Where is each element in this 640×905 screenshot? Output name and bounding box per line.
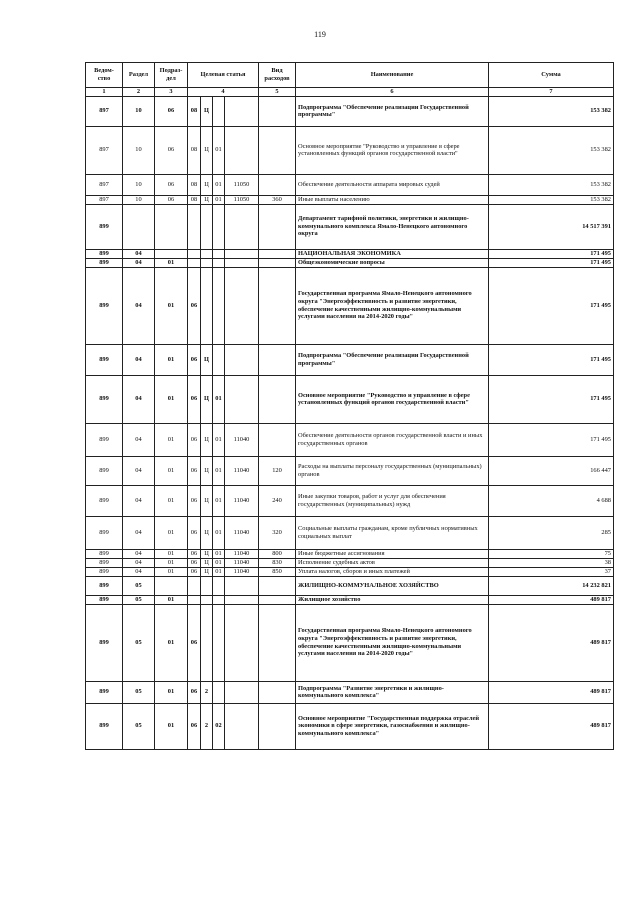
cell-celevaya-subprogram: Ц [201, 375, 213, 423]
table-row [86, 249, 614, 258]
cell-razdel: 04 [123, 258, 155, 267]
column-number: 3 [155, 88, 188, 97]
cell-celevaya-code: 11040 [225, 485, 259, 516]
cell-vid-rashodov [259, 96, 296, 126]
cell-podrazdel: 01 [155, 267, 188, 344]
cell-celevaya-subprogram: Ц [201, 195, 213, 204]
cell-celevaya-code: 11040 [225, 516, 259, 549]
cell-podrazdel: 01 [155, 558, 188, 567]
cell-razdel: 04 [123, 344, 155, 375]
cell-podrazdel: 01 [155, 567, 188, 576]
cell-naimenovanie: Подпрограмма "Развитие энергетики и жилищно-коммунального комплекса" [296, 681, 489, 703]
cell-vid-rashodov [259, 204, 296, 249]
cell-celevaya-code [225, 703, 259, 749]
cell-vedomstvo: 899 [86, 703, 123, 749]
table-row [86, 595, 614, 604]
cell-celevaya-event [213, 204, 225, 249]
table-row [86, 344, 614, 375]
cell-celevaya-event: 01 [213, 516, 225, 549]
cell-razdel: 04 [123, 558, 155, 567]
column-number: 7 [489, 88, 614, 97]
cell-summa: 489 817 [489, 604, 614, 681]
cell-podrazdel: 01 [155, 423, 188, 456]
cell-celevaya-program: 06 [188, 485, 201, 516]
cell-naimenovanie: Иные бюджетные ассигнования [296, 549, 489, 558]
cell-razdel: 04 [123, 567, 155, 576]
cell-podrazdel [155, 204, 188, 249]
cell-summa: 153 382 [489, 174, 614, 195]
cell-razdel [123, 204, 155, 249]
cell-vedomstvo: 899 [86, 375, 123, 423]
header-celevaya-statya: Целевая статья [188, 63, 259, 88]
cell-celevaya-code [225, 576, 259, 595]
cell-celevaya-program: 06 [188, 558, 201, 567]
cell-celevaya-subprogram: Ц [201, 549, 213, 558]
cell-vedomstvo: 899 [86, 595, 123, 604]
table-row [86, 549, 614, 558]
cell-vedomstvo: 899 [86, 267, 123, 344]
cell-vedomstvo: 899 [86, 485, 123, 516]
cell-summa: 285 [489, 516, 614, 549]
cell-celevaya-program: 06 [188, 344, 201, 375]
cell-celevaya-event [213, 96, 225, 126]
table-row [86, 258, 614, 267]
cell-naimenovanie: Основное мероприятие "Государственная поддержка отраслей экономики в сфере энергетики, газоснабжения и жилищно-коммунального комплекса" [296, 703, 489, 749]
cell-vid-rashodov: 120 [259, 456, 296, 485]
cell-celevaya-program: 08 [188, 96, 201, 126]
cell-celevaya-code: 11040 [225, 423, 259, 456]
table-row [86, 485, 614, 516]
cell-summa: 153 382 [489, 96, 614, 126]
cell-vedomstvo: 899 [86, 681, 123, 703]
cell-celevaya-program: 06 [188, 681, 201, 703]
cell-celevaya-event [213, 576, 225, 595]
cell-vedomstvo: 899 [86, 456, 123, 485]
cell-celevaya-event: 01 [213, 567, 225, 576]
cell-celevaya-subprogram: Ц [201, 485, 213, 516]
cell-vid-rashodov [259, 344, 296, 375]
cell-celevaya-subprogram: Ц [201, 423, 213, 456]
cell-vedomstvo: 897 [86, 96, 123, 126]
cell-vedomstvo: 897 [86, 195, 123, 204]
cell-naimenovanie: НАЦИОНАЛЬНАЯ ЭКОНОМИКА [296, 249, 489, 258]
cell-celevaya-subprogram [201, 249, 213, 258]
cell-vid-rashodov: 360 [259, 195, 296, 204]
cell-celevaya-program: 06 [188, 456, 201, 485]
cell-celevaya-code [225, 604, 259, 681]
column-number: 1 [86, 88, 123, 97]
cell-vedomstvo: 897 [86, 126, 123, 174]
cell-celevaya-event: 01 [213, 485, 225, 516]
cell-celevaya-program: 06 [188, 567, 201, 576]
cell-razdel: 05 [123, 604, 155, 681]
cell-celevaya-subprogram: Ц [201, 456, 213, 485]
cell-vid-rashodov [259, 576, 296, 595]
cell-celevaya-program [188, 204, 201, 249]
header-vedomstvo: Ведом-ство [86, 63, 123, 88]
cell-vedomstvo: 899 [86, 249, 123, 258]
cell-summa: 171 495 [489, 249, 614, 258]
cell-celevaya-program: 06 [188, 267, 201, 344]
cell-vid-rashodov [259, 604, 296, 681]
cell-celevaya-subprogram: 2 [201, 703, 213, 749]
cell-celevaya-code [225, 204, 259, 249]
cell-celevaya-subprogram: Ц [201, 516, 213, 549]
cell-celevaya-event: 01 [213, 549, 225, 558]
table-row [86, 96, 614, 126]
cell-podrazdel: 01 [155, 681, 188, 703]
cell-celevaya-subprogram [201, 267, 213, 344]
cell-celevaya-subprogram [201, 258, 213, 267]
header-summa: Сумма [489, 63, 614, 88]
cell-celevaya-code [225, 249, 259, 258]
cell-summa: 171 495 [489, 375, 614, 423]
cell-summa: 171 495 [489, 258, 614, 267]
cell-celevaya-subprogram [201, 604, 213, 681]
cell-summa: 166 447 [489, 456, 614, 485]
cell-razdel: 04 [123, 456, 155, 485]
cell-celevaya-program: 08 [188, 174, 201, 195]
table-row [86, 567, 614, 576]
cell-naimenovanie: Подпрограмма "Обеспечение реализации Государственной программы" [296, 96, 489, 126]
cell-razdel: 10 [123, 126, 155, 174]
cell-podrazdel: 01 [155, 604, 188, 681]
cell-summa: 171 495 [489, 344, 614, 375]
cell-vid-rashodov [259, 375, 296, 423]
cell-celevaya-event: 01 [213, 195, 225, 204]
column-number: 5 [259, 88, 296, 97]
cell-naimenovanie: Государственная программа Ямало-Ненецкого автономного округа "Энергоэффективность и развитие энергетики, обеспечение качественными жилищно-коммунальными услугами населения на 2014-2020 годы" [296, 267, 489, 344]
cell-naimenovanie: Общеэкономические вопросы [296, 258, 489, 267]
cell-celevaya-subprogram: Ц [201, 96, 213, 126]
cell-celevaya-program: 06 [188, 604, 201, 681]
page-number: 119 [314, 30, 326, 39]
cell-vedomstvo: 899 [86, 258, 123, 267]
cell-celevaya-code [225, 595, 259, 604]
cell-naimenovanie: Департамент тарифной политики, энергетики и жилищно-коммунального комплекса Ямало-Ненецкого автономного округа [296, 204, 489, 249]
cell-naimenovanie: Расходы на выплаты персоналу государственных (муниципальных) органов [296, 456, 489, 485]
table-row [86, 576, 614, 595]
cell-naimenovanie: Социальные выплаты гражданам, кроме публичных нормативных социальных выплат [296, 516, 489, 549]
column-number: 6 [296, 88, 489, 97]
header-razdel: Раздел [123, 63, 155, 88]
cell-podrazdel: 06 [155, 195, 188, 204]
header-naimenovanie: Наименование [296, 63, 489, 88]
column-number: 2 [123, 88, 155, 97]
cell-vid-rashodov [259, 595, 296, 604]
cell-vid-rashodov [259, 681, 296, 703]
cell-celevaya-code [225, 681, 259, 703]
cell-summa: 171 495 [489, 423, 614, 456]
cell-razdel: 05 [123, 576, 155, 595]
table-row [86, 174, 614, 195]
cell-naimenovanie: Обеспечение деятельности аппарата мировых судей [296, 174, 489, 195]
cell-vedomstvo: 899 [86, 344, 123, 375]
cell-summa: 489 817 [489, 595, 614, 604]
cell-naimenovanie: Иные закупки товаров, работ и услуг для обеспечения государственных (муниципальных) нужд [296, 485, 489, 516]
cell-summa: 489 817 [489, 681, 614, 703]
cell-celevaya-subprogram: Ц [201, 558, 213, 567]
cell-celevaya-program [188, 249, 201, 258]
cell-celevaya-program: 06 [188, 703, 201, 749]
cell-razdel: 10 [123, 96, 155, 126]
cell-celevaya-code: 11040 [225, 549, 259, 558]
cell-podrazdel: 06 [155, 126, 188, 174]
cell-celevaya-event [213, 249, 225, 258]
cell-podrazdel: 01 [155, 549, 188, 558]
cell-celevaya-code [225, 126, 259, 174]
cell-summa: 489 817 [489, 703, 614, 749]
table-row [86, 375, 614, 423]
cell-vid-rashodov [259, 249, 296, 258]
cell-naimenovanie: ЖИЛИЩНО-КОММУНАЛЬНОЕ ХОЗЯЙСТВО [296, 576, 489, 595]
cell-razdel: 04 [123, 485, 155, 516]
cell-celevaya-event [213, 267, 225, 344]
cell-celevaya-program: 08 [188, 126, 201, 174]
cell-vedomstvo: 899 [86, 567, 123, 576]
cell-razdel: 10 [123, 174, 155, 195]
cell-naimenovanie: Государственная программа Ямало-Ненецкого автономного округа "Энергоэффективность и развитие энергетики, обеспечение качественными жилищно-коммунальными услугами населения на 2014-2020 годы" [296, 604, 489, 681]
cell-razdel: 04 [123, 516, 155, 549]
cell-razdel: 04 [123, 549, 155, 558]
cell-celevaya-code [225, 96, 259, 126]
cell-summa: 37 [489, 567, 614, 576]
budget-table [85, 62, 614, 750]
cell-summa: 153 382 [489, 195, 614, 204]
cell-celevaya-event [213, 595, 225, 604]
cell-podrazdel: 01 [155, 516, 188, 549]
cell-naimenovanie: Иные выплаты населению [296, 195, 489, 204]
cell-vid-rashodov [259, 258, 296, 267]
cell-podrazdel: 06 [155, 174, 188, 195]
cell-razdel: 04 [123, 267, 155, 344]
cell-celevaya-event [213, 681, 225, 703]
header-podrazdel: Подраз-дел [155, 63, 188, 88]
table-row [86, 681, 614, 703]
cell-celevaya-event: 01 [213, 558, 225, 567]
cell-vedomstvo: 899 [86, 576, 123, 595]
cell-vid-rashodov: 800 [259, 549, 296, 558]
cell-naimenovanie: Подпрограмма "Обеспечение реализации Государственной программы" [296, 344, 489, 375]
cell-celevaya-event [213, 258, 225, 267]
cell-naimenovanie: Основное мероприятие "Руководство и управление в сфере установленных функций органов государственной власти" [296, 375, 489, 423]
cell-celevaya-subprogram: 2 [201, 681, 213, 703]
table-row [86, 516, 614, 549]
cell-vid-rashodov: 240 [259, 485, 296, 516]
cell-razdel: 04 [123, 423, 155, 456]
cell-podrazdel: 01 [155, 703, 188, 749]
cell-celevaya-code: 11040 [225, 456, 259, 485]
cell-podrazdel [155, 249, 188, 258]
column-number-row [86, 88, 614, 97]
cell-vedomstvo: 899 [86, 604, 123, 681]
cell-celevaya-program [188, 576, 201, 595]
cell-vedomstvo: 899 [86, 423, 123, 456]
cell-vid-rashodov: 830 [259, 558, 296, 567]
cell-naimenovanie: Обеспечение деятельности органов государственной власти и иных государственных органов [296, 423, 489, 456]
cell-celevaya-program: 06 [188, 549, 201, 558]
cell-celevaya-program: 06 [188, 423, 201, 456]
cell-celevaya-code [225, 344, 259, 375]
cell-summa: 171 495 [489, 267, 614, 344]
cell-naimenovanie: Уплата налогов, сборов и иных платежей [296, 567, 489, 576]
table-row [86, 703, 614, 749]
table-row [86, 195, 614, 204]
cell-celevaya-subprogram [201, 204, 213, 249]
cell-vedomstvo: 899 [86, 549, 123, 558]
cell-celevaya-program: 08 [188, 195, 201, 204]
cell-vid-rashodov [259, 267, 296, 344]
cell-celevaya-event: 01 [213, 126, 225, 174]
cell-podrazdel [155, 576, 188, 595]
cell-vedomstvo: 897 [86, 174, 123, 195]
cell-celevaya-subprogram: Ц [201, 567, 213, 576]
cell-celevaya-program [188, 595, 201, 604]
cell-celevaya-event: 01 [213, 423, 225, 456]
cell-vedomstvo: 899 [86, 516, 123, 549]
cell-celevaya-code: 11050 [225, 195, 259, 204]
cell-summa: 14 517 391 [489, 204, 614, 249]
cell-vid-rashodov [259, 423, 296, 456]
cell-celevaya-subprogram: Ц [201, 174, 213, 195]
cell-celevaya-event: 01 [213, 456, 225, 485]
cell-podrazdel: 01 [155, 375, 188, 423]
header-row [86, 63, 614, 88]
cell-celevaya-subprogram: Ц [201, 126, 213, 174]
table-body [86, 96, 614, 749]
cell-naimenovanie: Исполнение судебных актов [296, 558, 489, 567]
cell-summa: 153 382 [489, 126, 614, 174]
table-row [86, 423, 614, 456]
cell-razdel: 10 [123, 195, 155, 204]
cell-razdel: 05 [123, 595, 155, 604]
cell-celevaya-code [225, 267, 259, 344]
cell-naimenovanie: Основное мероприятие "Руководство и управление в сфере установленных функций органов государственной власти" [296, 126, 489, 174]
cell-podrazdel: 01 [155, 456, 188, 485]
table-row [86, 558, 614, 567]
cell-razdel: 05 [123, 703, 155, 749]
cell-celevaya-code: 11040 [225, 567, 259, 576]
cell-celevaya-code: 11040 [225, 558, 259, 567]
column-number: 4 [188, 88, 259, 97]
cell-podrazdel: 01 [155, 485, 188, 516]
cell-celevaya-program: 06 [188, 516, 201, 549]
cell-celevaya-subprogram [201, 576, 213, 595]
header-vid-rashodov: Вид расходов [259, 63, 296, 88]
table-row [86, 204, 614, 249]
cell-celevaya-code: 11050 [225, 174, 259, 195]
table-row [86, 604, 614, 681]
cell-summa: 38 [489, 558, 614, 567]
cell-vid-rashodov [259, 174, 296, 195]
cell-naimenovanie: Жилищное хозяйство [296, 595, 489, 604]
cell-summa: 4 688 [489, 485, 614, 516]
cell-celevaya-program [188, 258, 201, 267]
cell-vid-rashodov: 850 [259, 567, 296, 576]
cell-celevaya-code [225, 375, 259, 423]
table-row [86, 126, 614, 174]
cell-celevaya-program: 06 [188, 375, 201, 423]
cell-podrazdel: 01 [155, 595, 188, 604]
table-row [86, 456, 614, 485]
cell-celevaya-event [213, 344, 225, 375]
cell-celevaya-subprogram: Ц [201, 344, 213, 375]
cell-summa: 14 232 821 [489, 576, 614, 595]
cell-vedomstvo: 899 [86, 204, 123, 249]
cell-celevaya-event: 02 [213, 703, 225, 749]
cell-vid-rashodov [259, 126, 296, 174]
cell-podrazdel: 06 [155, 96, 188, 126]
cell-podrazdel: 01 [155, 258, 188, 267]
cell-celevaya-event: 01 [213, 174, 225, 195]
cell-vedomstvo: 899 [86, 558, 123, 567]
table-row [86, 267, 614, 344]
cell-celevaya-subprogram [201, 595, 213, 604]
cell-summa: 75 [489, 549, 614, 558]
cell-celevaya-event [213, 604, 225, 681]
cell-razdel: 04 [123, 375, 155, 423]
cell-vid-rashodov [259, 703, 296, 749]
cell-razdel: 04 [123, 249, 155, 258]
cell-celevaya-event: 01 [213, 375, 225, 423]
cell-razdel: 05 [123, 681, 155, 703]
cell-celevaya-code [225, 258, 259, 267]
cell-vid-rashodov: 320 [259, 516, 296, 549]
cell-podrazdel: 01 [155, 344, 188, 375]
